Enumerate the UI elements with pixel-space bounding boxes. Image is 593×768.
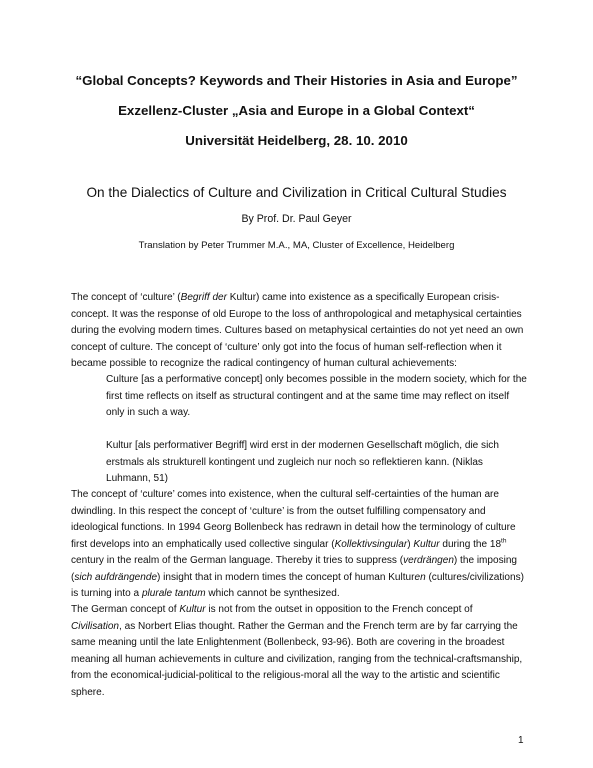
- p3-text-b: is not from the outset in opposition to the French concept of: [205, 604, 473, 615]
- p2-italic-3: verdrängen: [403, 555, 454, 566]
- p2-text-h: which cannot be synthesized.: [205, 588, 340, 599]
- article-author: By Prof. Dr. Paul Geyer: [241, 213, 352, 225]
- article-title: On the Dialectics of Culture and Civilization in Critical Cultural Studies: [86, 185, 507, 200]
- translator-credit: Translation by Peter Trummer M.A., MA, Cluster of Excellence, Heidelberg: [138, 240, 455, 251]
- p2-italic-1: Kollektivsingular: [334, 538, 408, 550]
- quote-english: [106, 372, 528, 422]
- page-number: 1: [518, 735, 524, 746]
- p3-text-a: The German concept of: [71, 604, 180, 615]
- quote-german: [106, 438, 528, 488]
- p2-text-a: The concept of ‘culture’ comes into existence, when the cultural self-certainties of the human are dwindling. In this respect the concept of ‘culture’ is from the outset fulfilling compensatory and ideological functions. In 1994 Georg Bollenbeck has redrawn in detail how the terminology of culture first develops into an emphatically used collective singular (: [71, 489, 516, 550]
- p2-italic-2: Kultur: [413, 538, 440, 550]
- p2-italic-4: sich aufdrängende: [74, 571, 158, 583]
- p2-italic-6: plurale tantum: [141, 588, 206, 599]
- p2-text-d: century in the realm of the German language. Thereby it tries to suppress (: [71, 555, 404, 566]
- paragraph-2: [71, 487, 526, 603]
- p2-italic-5: en: [414, 571, 426, 583]
- p2-text-e: ) the imposing (: [71, 555, 518, 583]
- quote-german-text: Kultur [als performativer Begriff] wird erst in der modernen Gesellschaft möglich, die sich erstmals als strukturell kontingent und zugleich nur noch so reflektieren kann. (Niklas Luhmann, 51): [106, 440, 499, 484]
- quote-english-text: Culture [as a performative concept] only becomes possible in the modern society, which for the first time reflects on itself as structural contingent and at the same time may reflect on itself only in such a way.: [106, 374, 527, 418]
- p1-text-b: Kultur) came into existence as a specifically European crisis-concept. It was the response of old Europe to the loss of anthropological and metaphysical certainties during the evolving modern times. Cultures based on metaphysical certainties do not yet need an own concept of culture. The concept of ‘culture’ only got into the focus of human self-reflection when it became possible to recognize the radical contingency of human cultural achievements:: [71, 292, 524, 369]
- p3-text-c: , as Norbert Elias thought. Rather the German and the French term are by far carrying the same meaning until the late Enlightenment (Bollenbeck, 93-96). Both are covering in the broadest meaning all human achievements in culture and civilization, ranging from the technical-craftsmanship, from the economical-judicial-political to the religious-moral all the way to the artistic and scientific sphere.: [71, 620, 523, 698]
- p1-italic-1: Begriff der: [180, 292, 227, 303]
- p1-text-a: The concept of ‘culture’ (: [71, 292, 181, 303]
- p2-text-f: ) insight that in modern times the concept of human Kultur: [157, 571, 415, 583]
- p2-text-c: during the 18: [439, 538, 502, 550]
- university-date: Universität Heidelberg, 28. 10. 2010: [185, 133, 408, 148]
- p2-text-b: ): [407, 538, 414, 550]
- p2-text-g: (cultures/civilizations) is turning into a: [71, 571, 524, 599]
- paragraph-3: [71, 602, 526, 701]
- p3-italic-2: Civilisation: [71, 620, 120, 632]
- p2-superscript: th: [501, 537, 507, 545]
- conference-title: “Global Concepts? Keywords and Their Histories in Asia and Europe”: [75, 73, 518, 88]
- p3-italic-1: Kultur: [179, 604, 206, 615]
- cluster-title: Exzellenz-Cluster „Asia and Europe in a Global Context“: [118, 103, 475, 118]
- paragraph-1: [71, 290, 526, 373]
